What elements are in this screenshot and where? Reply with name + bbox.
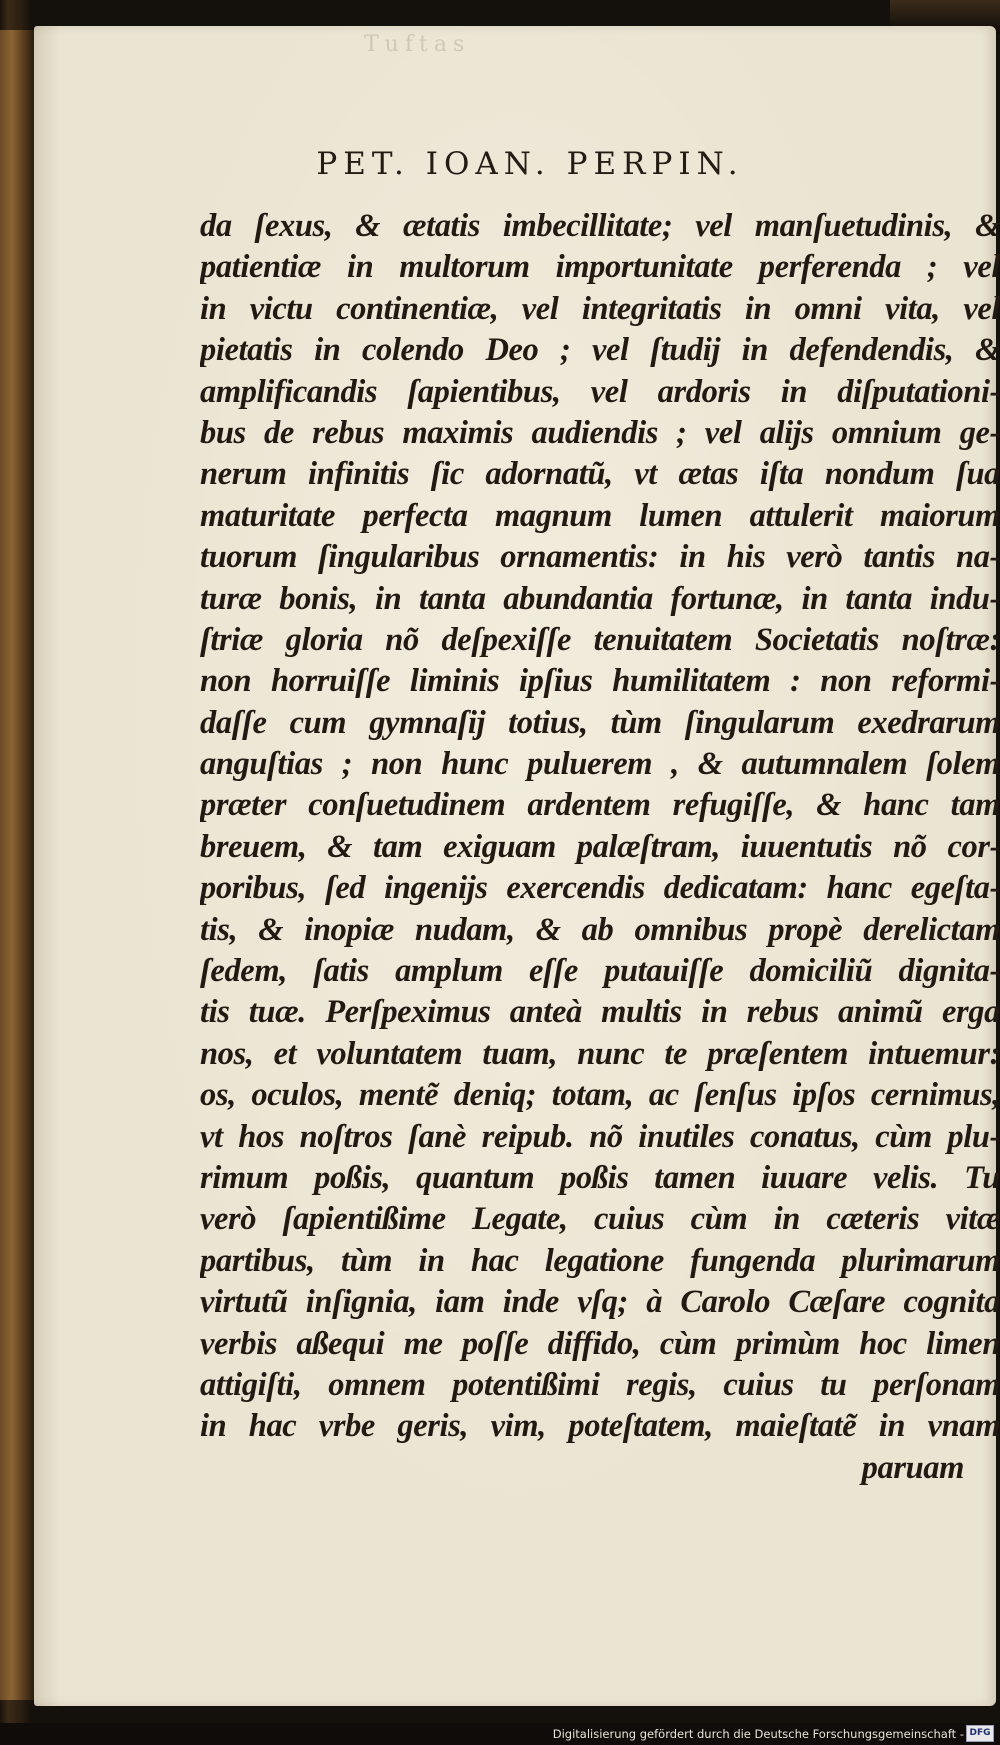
text-line: amplificandis ſapientibus, vel ardoris in diſputationi-: [200, 373, 1000, 410]
text-line: præter conſuetudinem ardentem refugiſſe, & hanc tam: [200, 787, 1000, 824]
text-line: maturitate perfecta magnum lumen attulerit maiorum: [200, 497, 1000, 534]
text-line: partibus, tùm in hac legatione fungenda plurimarum: [200, 1242, 1000, 1279]
text-line: attigiſti, omnem potentißimi regis, cuius tu perſonam: [200, 1366, 1000, 1403]
text-line: turæ bonis, in tanta abundantia fortunæ, in tanta indu-: [200, 580, 1000, 617]
text-line: anguſtias ; non hunc puluerem , & autumnalem ſolem: [200, 746, 1000, 783]
text-line: ſtriæ gloria nõ deſpexiſſe tenuitatem Societatis noſtræ:: [200, 621, 1000, 658]
dfg-logo: DFG: [966, 1725, 994, 1742]
text-line: in victu continentiæ, vel integritatis in omni vita, vel: [200, 290, 1000, 327]
text-line: nerum infinitis ſic adornatũ, vt ætas iſta nondum ſua: [200, 456, 1000, 493]
text-line: ſedem, ſatis amplum eſſe putauiſſe domiciliũ dignita-: [200, 953, 1000, 990]
text-line: tis tuæ. Perſpeximus anteà multis in rebus animũ erga: [200, 994, 1000, 1031]
text-line: daſſe cum gymnaſij totius, tùm ſingularum exedrarum: [200, 704, 1000, 741]
catchword: paruam: [861, 1449, 964, 1486]
text-line: breuem, & tam exiguam palæſtram, iuuentutis nõ cor-: [200, 828, 1000, 865]
running-head: PET. IOAN. PERPIN.: [316, 146, 744, 182]
text-line: vt hos noſtros ſanè reipub. nõ inutiles conatus, cùm plu-: [200, 1118, 1000, 1155]
text-line: virtutũ inſignia, iam inde vſq; à Carolo Cæſare cognita: [200, 1284, 1000, 1321]
text-line: non horruiſſe liminis ipſius humilitatem : non reformi-: [200, 663, 1000, 700]
digitization-credit: Digitalisierung gefördert durch die Deutsche Forschungsgemeinschaft -: [0, 1723, 1000, 1745]
bleed-through-text: Tuftas: [364, 32, 471, 57]
text-line: verò ſapientißime Legate, cuius cùm in cæteris vitæ: [200, 1201, 1000, 1238]
text-line: poribus, ſed ingenijs exercendis dedicatam: hanc egeſta-: [200, 870, 1000, 907]
text-line: bus de rebus maximis audiendis ; vel alijs omnium ge-: [200, 414, 1000, 451]
text-line: rimum poßis, quantum poßis tamen iuuare velis. Tu: [200, 1159, 1000, 1196]
text-line: in hac vrbe geris, vim, poteſtatem, maieſtatẽ in vnam: [200, 1408, 1000, 1445]
text-line: pietatis in colendo Deo ; vel ſtudij in defendendis, &: [200, 332, 1000, 369]
text-line: tuorum ſingularibus ornamentis: in his verò tantis na-: [200, 539, 1000, 576]
book-page: [34, 26, 1000, 1706]
text-line: os, oculos, mentẽ deniq; totam, ac ſenſus ipſos cernimus,: [200, 1077, 1000, 1114]
text-line: tis, & inopiæ nudam, & ab omnibus propè derelictam: [200, 911, 1000, 948]
book-spine: [0, 30, 34, 1700]
text-line: da ſexus, & ætatis imbecillitate; vel manſuetudinis, &: [200, 208, 1000, 244]
body-text: [200, 206, 1000, 1489]
text-line: verbis aßequi me poſſe diffido, cùm primùm hoc limen: [200, 1325, 1000, 1362]
text-line: nos, et voluntatem tuam, nunc te præſentem intuemur:: [200, 1035, 1000, 1072]
text-line: patientiæ in multorum importunitate perferenda ; vel: [200, 249, 1000, 286]
